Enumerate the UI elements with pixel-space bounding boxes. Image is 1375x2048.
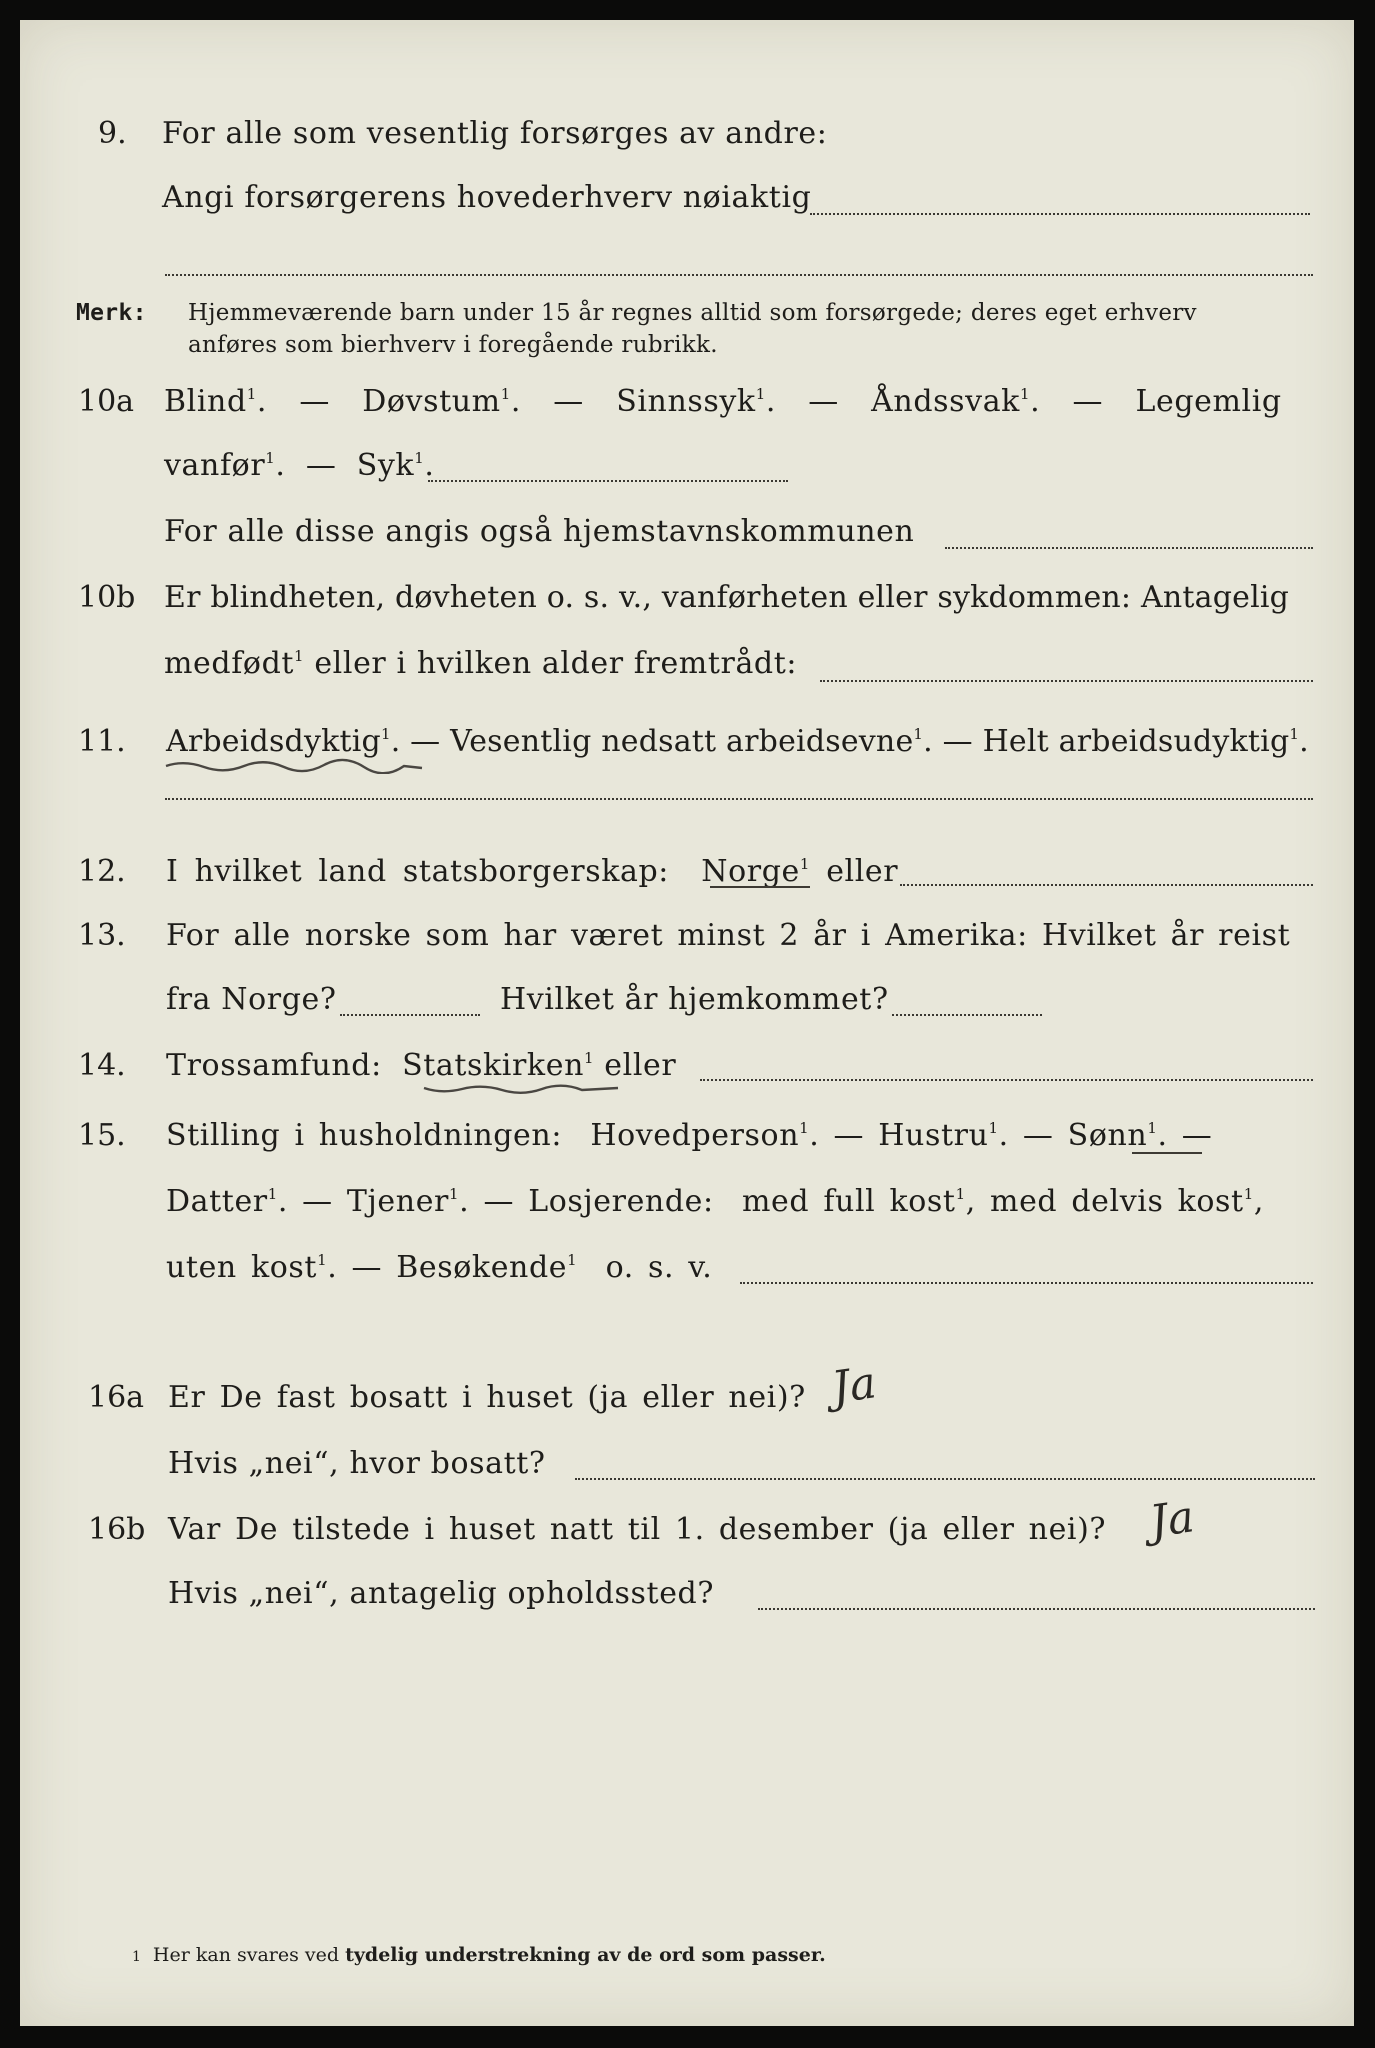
q13-line2a: fra Norge? [166, 982, 337, 1017]
q10a-answer-field[interactable] [428, 480, 788, 482]
q16b-line2: Hvis „nei“, antagelig opholdssted? [168, 1576, 715, 1611]
q13-line2b: Hvilket år hjemkommet? [500, 982, 889, 1017]
option-uten-kost[interactable]: uten kost [166, 1250, 318, 1285]
q11-answer-field[interactable] [165, 798, 1313, 800]
q12-number: 12. [78, 854, 126, 889]
option-hovedperson[interactable]: Hovedperson [590, 1118, 800, 1153]
q9-answer-field-2[interactable] [165, 274, 1313, 276]
option-delvis-kost[interactable]: med delvis kost [990, 1184, 1244, 1219]
q13-hjemkommet-field[interactable] [892, 1014, 1042, 1016]
option-datter[interactable]: Datter [166, 1184, 268, 1219]
q15-line1: Stilling i husholdningen: Hovedperson$^1$. — Hustru$^1$. — Sønn$^1$. — [166, 1118, 1213, 1153]
q16a-line1: Er De fast bosatt i huset (ja eller nei)? [168, 1380, 806, 1415]
q15-answer-field[interactable] [740, 1282, 1313, 1284]
q10b-line2: medfødt$^1$ eller i hvilken alder fremtrådt: [164, 646, 798, 681]
option-syk[interactable]: Syk [356, 448, 415, 483]
option-andssvak[interactable]: Åndssvak [871, 384, 1020, 419]
option-sonn[interactable]: Sønn [1067, 1118, 1148, 1153]
q9-number: 9. [98, 116, 127, 151]
q16a-line2: Hvis „nei“, hvor bosatt? [168, 1446, 546, 1481]
q10b-number: 10b [78, 580, 136, 615]
q11-number: 11. [78, 724, 126, 759]
q11-line: Arbeidsdyktig$^1$. — Vesentlig nedsatt arbeidsevne$^1$. — Helt arbeidsudyktig$^1$. [166, 724, 1309, 759]
q16a-handwritten-answer[interactable]: Ja [828, 1357, 880, 1414]
option-tjener[interactable]: Tjener [346, 1184, 450, 1219]
option-full-kost[interactable]: med full kost [742, 1184, 956, 1219]
q14-line: Trossamfund: Statskirken$^1$ eller [166, 1048, 677, 1083]
q10a-line2: vanfør$^1$. — Syk$^1$. [164, 448, 435, 483]
q16b-number: 16b [88, 1512, 146, 1547]
q16a-answer-field[interactable] [575, 1478, 1315, 1480]
q10a-line1: Blind$^1$. — Døvstum$^1$. — Sinnssyk$^1$. — Åndssvak$^1$. — Legemlig [164, 384, 1282, 419]
q10b-line1: Er blindheten, døvheten o. s. v., vanførheten eller sykdommen: Antagelig [164, 580, 1290, 615]
q9-line2: Angi forsørgerens hovederhverv nøiaktig [162, 180, 812, 215]
q16a-number: 16a [88, 1380, 145, 1415]
q16b-answer-field[interactable] [758, 1608, 1315, 1610]
q10a-hjemstavn-field[interactable] [945, 547, 1313, 549]
footnote-mark: 1 [132, 1949, 141, 1965]
option-sinnssyk[interactable]: Sinnssyk [616, 384, 756, 419]
option-legemlig[interactable]: Legemlig [1135, 384, 1282, 419]
option-norge[interactable]: Norge [701, 854, 800, 889]
underline-norge [710, 886, 810, 888]
q10a-number: 10a [78, 384, 135, 419]
footnote: 1 Her kan svares ved tydelig understrekning av de ord som passer. [132, 1944, 826, 1966]
option-hustru[interactable]: Hustru [878, 1118, 989, 1153]
option-medfodt[interactable]: medfødt [164, 646, 295, 681]
q10a-line3: For alle disse angis også hjemstavnskommunen [164, 514, 915, 549]
q16b-line1: Var De tilstede i huset natt til 1. desember (ja eller nei)? [168, 1512, 1107, 1547]
option-besokende[interactable]: Besøkende [396, 1250, 568, 1285]
merk-label: Merk: [76, 300, 147, 326]
underline-arbeidsdyktig [164, 758, 426, 774]
q16b-handwritten-answer[interactable]: Ja [1146, 1491, 1198, 1548]
option-dovstum[interactable]: Døvstum [362, 384, 501, 419]
q15-line3: uten kost$^1$. — Besøkende$^1$ o. s. v. [166, 1250, 713, 1285]
option-blind[interactable]: Blind [164, 384, 247, 419]
q15-number: 15. [78, 1118, 126, 1153]
option-arbeidsdyktig[interactable]: Arbeidsdyktig [166, 724, 381, 759]
q10b-answer-field[interactable] [820, 680, 1313, 682]
q14-number: 14. [78, 1048, 126, 1083]
option-vanfor[interactable]: vanfør [164, 448, 266, 483]
q14-answer-field[interactable] [700, 1079, 1313, 1081]
q15-line2: Datter$^1$. — Tjener$^1$. — Losjerende: med full kost$^1$, med delvis kost$^1$, [166, 1184, 1264, 1219]
merk-line2: anføres som bierhverv i foregående rubrikk. [188, 332, 718, 358]
q9-line1: For alle som vesentlig forsørges av andre: [162, 116, 828, 151]
q9-answer-field[interactable] [810, 213, 1310, 215]
q12-line: I hvilket land statsborgerskap: Norge$^1$ eller [166, 854, 899, 889]
option-statskirken[interactable]: Statskirken [402, 1048, 584, 1083]
q13-line1: For alle norske som har været minst 2 år i Amerika: Hvilket år reist [166, 918, 1291, 953]
q13-reist-field[interactable] [340, 1014, 480, 1016]
underline-statskirken [422, 1082, 622, 1098]
merk-line1: Hjemmeværende barn under 15 år regnes alltid som forsørgede; deres eget erhverv [188, 300, 1197, 326]
q12-answer-field[interactable] [900, 884, 1313, 886]
q13-number: 13. [78, 918, 126, 953]
census-form-page [20, 20, 1354, 2026]
underline-sonn [1132, 1152, 1202, 1154]
